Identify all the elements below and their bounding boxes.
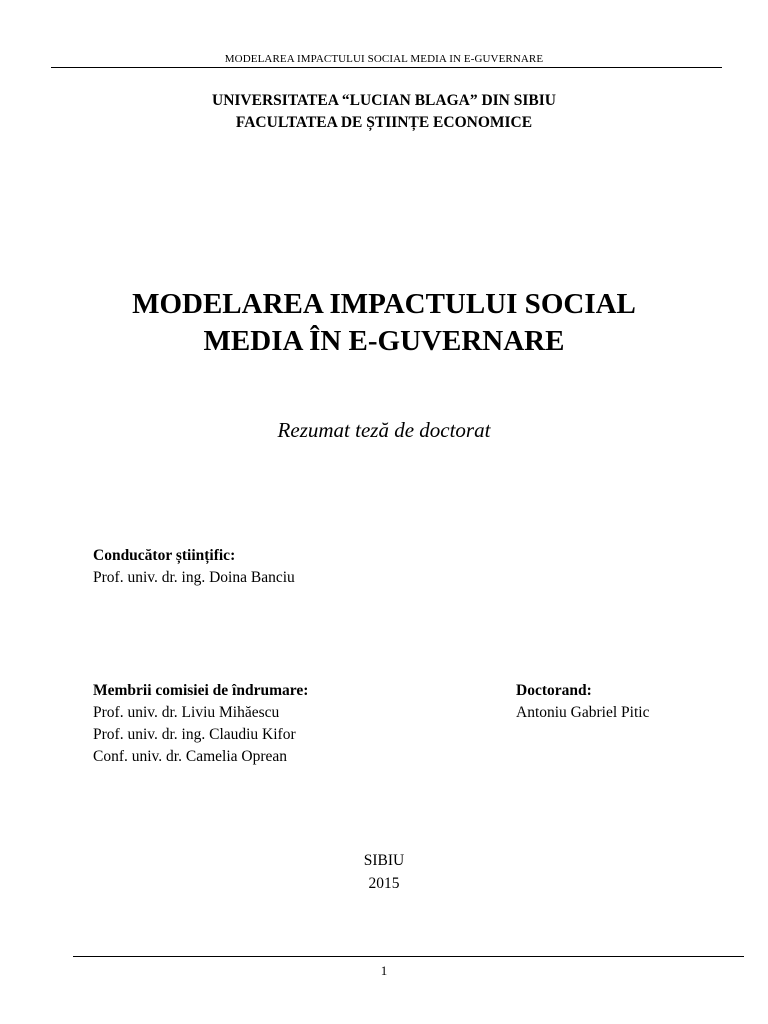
thesis-title bbox=[0, 286, 768, 360]
committee-block bbox=[93, 680, 308, 768]
place: SIBIU bbox=[363, 852, 405, 869]
supervisor-block bbox=[93, 545, 295, 589]
committee-label: Membrii comisiei de îndrumare: bbox=[93, 682, 309, 699]
candidate-label: Doctorand: bbox=[516, 682, 592, 699]
candidate-name: Antoniu Gabriel Pitic bbox=[516, 704, 650, 721]
supervisor-label: Conducător științific: bbox=[93, 547, 236, 564]
running-header: MODELAREA IMPACTULUI SOCIAL MEDIA IN E-GUVERNARE bbox=[224, 53, 544, 65]
committee-member: Conf. univ. dr. Camelia Oprean bbox=[93, 748, 287, 765]
thesis-title-line-1: MODELAREA IMPACTULUI SOCIAL bbox=[132, 288, 636, 320]
footer-rule bbox=[73, 956, 744, 957]
candidate-block bbox=[516, 680, 649, 724]
university-name: UNIVERSITATEA “LUCIAN BLAGA” DIN SIBIU bbox=[212, 92, 556, 109]
thesis-subtitle: Rezumat teză de doctorat bbox=[277, 418, 491, 442]
committee-member: Prof. univ. dr. Liviu Mihăescu bbox=[93, 704, 280, 721]
supervisor-name: Prof. univ. dr. ing. Doina Banciu bbox=[93, 569, 295, 586]
place-and-year bbox=[0, 849, 768, 895]
faculty-name: FACULTATEA DE ȘTIINȚE ECONOMICE bbox=[235, 114, 533, 131]
year: 2015 bbox=[368, 875, 400, 892]
thesis-title-line-2: MEDIA ÎN E-GUVERNARE bbox=[203, 325, 565, 357]
page-number: 1 bbox=[380, 963, 388, 978]
header-rule bbox=[51, 67, 722, 68]
committee-member: Prof. univ. dr. ing. Claudiu Kifor bbox=[93, 726, 296, 743]
